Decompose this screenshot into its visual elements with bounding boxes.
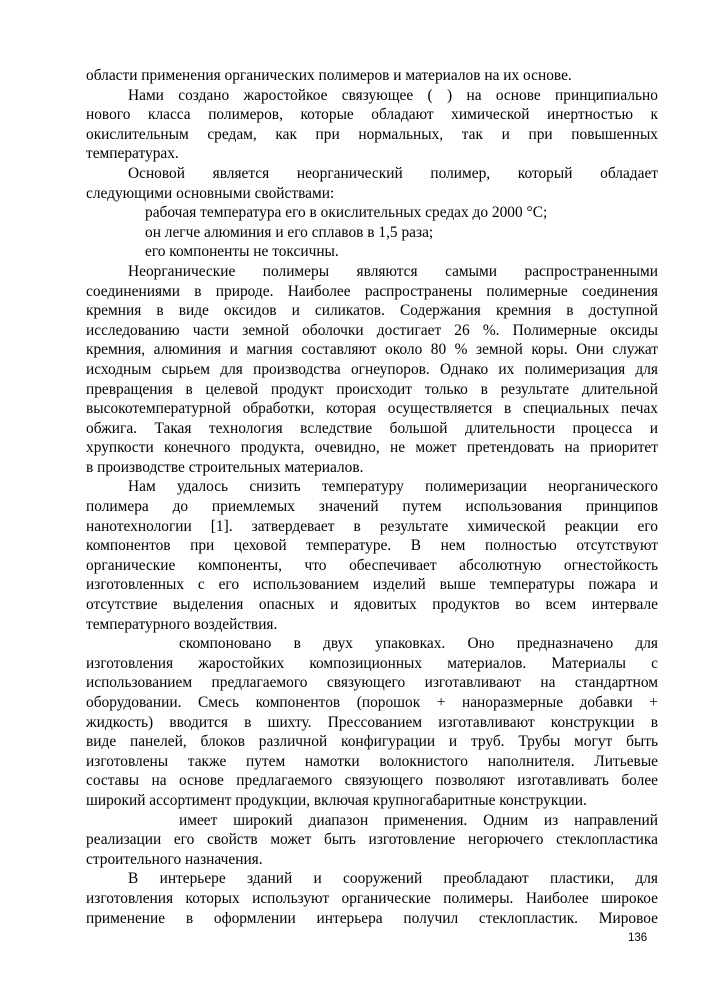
text-line: окислительным средам, как при нормальных, так и при повышенных [86, 125, 658, 143]
text-line: В интерьере зданий и сооружений преобладают пластики, для [128, 870, 658, 888]
text-line: нового класса полимеров, которые обладают химической инертностью к [86, 106, 658, 124]
text-line: изготовления которых используют органические полимеры. Наиболее широкое [86, 889, 658, 907]
text-line: исходным сырьем для производства огнеупоров. Однако их полимеризация для [86, 360, 658, 378]
text-line: Нами создано жаростойкое связующее ( ) на основе принципиально [128, 86, 658, 104]
text-line: органические компоненты, что обеспечивает абсолютную огнестойкость [86, 556, 658, 574]
text-line: соединениями в природе. Наиболее распространены полимерные соединения [86, 282, 658, 300]
text-line: виде панелей, блоков различной конфигурации и труб. Трубы могут быть [86, 733, 658, 751]
text-line: компонентов при цеховой температуре. В нем полностью отсутствуют [86, 537, 658, 555]
text-line: реализации его свойств может быть изготовление негорючего стеклопластика [86, 831, 658, 849]
text-line: температурного воздействия. [86, 615, 278, 633]
text-line: изготовленных с его использованием изделий выше температуры пожара и [86, 576, 658, 594]
text-line: составы на основе предлагаемого связующего позволяют изготавливать более [86, 772, 658, 790]
text-line: Основой является неорганический полимер, который обладает [128, 164, 658, 182]
text-line: применение в оформлении интерьера получил стеклопластик. Мировое [86, 909, 658, 927]
text-line: широкий ассортимент продукции, включая крупногабаритные конструкции. [86, 791, 587, 809]
text-line: оборудовании. Смесь компонентов (порошок + наноразмерные добавки + [86, 694, 658, 711]
text-line: хрупкости конечного продукта, очевидно, не может претендовать на приоритет [86, 439, 658, 457]
text-line: жидкость) вводится в шихту. Прессованием изготавливают конструкции в [86, 713, 658, 731]
text-line: полимера до приемлемых значений путем использования принципов [86, 498, 658, 516]
text-line: изготовления жаростойких композиционных материалов. Материалы с [86, 654, 658, 672]
text-line: использованием предлагаемого связующего изготавливают на стандартном [86, 674, 658, 692]
text-line: исследованию части земной оболочки достигает 26 %. Полимерные оксиды [86, 321, 658, 339]
text-line: температурах. [86, 145, 179, 163]
text-line: кремния в виде оксидов и силикатов. Содержания кремния в доступной [86, 302, 658, 320]
text-line: скомпоновано в двух упаковках. Оно предназначено для [179, 635, 658, 653]
text-line: области применения органических полимеров и материалов на их основе. [86, 67, 572, 84]
text-line: превращения в целевой продукт происходит только в результате длительной [86, 380, 658, 398]
text-line: в производстве строительных материалов. [86, 458, 364, 476]
text-line: отсутствие выделения опасных и ядовитых продуктов во всем интервале [86, 596, 658, 614]
text-line: нанотехнологии [1]. затвердевает в результате химической реакции его [86, 517, 658, 535]
text-line: Неорганические полимеры являются самыми распространенными [128, 262, 658, 280]
text-line: обжига. Такая технология вследствие большой длительности процесса и [86, 419, 658, 437]
text-line: рабочая температура его в окислительных средах до 2000 °С; [145, 204, 548, 222]
text-line: его компоненты не токсичны. [145, 243, 339, 261]
text-line: изготовлены также путем намотки волокнистого наполнителя. Литьевые [86, 752, 658, 770]
text-line: Нам удалось снизить температуру полимеризации неорганического [128, 478, 658, 496]
page-number: 136 [628, 932, 648, 944]
text-line: он легче алюминия и его сплавов в 1,5 раза; [145, 223, 434, 241]
body-text [86, 66, 658, 928]
text-line: следующими основными свойствами: [86, 184, 335, 202]
text-line: имеет широкий диапазон применения. Одним из направлений [179, 811, 658, 829]
text-line: высокотемпературной обработки, которая осуществляется в специальных печах [86, 400, 658, 418]
text-line: строительного назначения. [86, 850, 263, 868]
text-line: кремния, алюминия и магния составляют около 80 % земной коры. Они служат [86, 341, 658, 359]
